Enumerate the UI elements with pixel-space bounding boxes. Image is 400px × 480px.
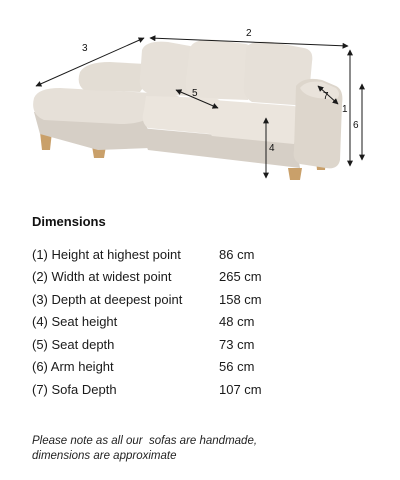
dimension-label: (6) Arm height	[32, 359, 114, 375]
handmade-note	[32, 434, 362, 464]
callout-7: 7	[323, 91, 329, 102]
note-line: Please note as all our sofas are handmade,	[32, 435, 258, 447]
sofa-leg	[288, 168, 302, 180]
dimension-label: (4) Seat height	[32, 314, 118, 330]
dimension-row-width	[32, 266, 332, 289]
dimension-row-seat-height	[32, 311, 332, 334]
callout-1: 1	[342, 104, 348, 115]
dimension-value: 73 cm	[219, 336, 255, 352]
dimension-label: (7) Sofa Depth	[32, 381, 117, 397]
dimension-label: (2) Width at widest point	[32, 269, 172, 285]
callout-3: 3	[82, 43, 88, 54]
sofa-image	[33, 40, 342, 180]
dimensions-heading: Dimensions	[32, 214, 106, 229]
dimension-label: (5) Seat depth	[32, 336, 115, 352]
callout-6: 6	[353, 120, 359, 131]
dimension-value: 107 cm	[219, 381, 262, 397]
dimension-row-sofa-depth	[32, 378, 332, 401]
callout-4: 4	[269, 143, 275, 154]
dimension-label: (3) Depth at deepest point	[32, 291, 183, 307]
dimension-row-height	[32, 243, 332, 266]
dimension-row-arm-height	[32, 356, 332, 379]
dimension-row-depth	[32, 288, 332, 311]
sofa-dimension-illustration	[0, 0, 400, 200]
dimension-value: 86 cm	[219, 246, 255, 262]
dimension-label: (1) Height at highest point	[32, 246, 181, 262]
dimensions-list	[32, 243, 332, 401]
dimension-row-seat-depth	[32, 333, 332, 356]
dimension-value: 158 cm	[219, 291, 262, 307]
dimension-value: 56 cm	[219, 359, 255, 375]
callout-5: 5	[192, 88, 198, 99]
dimension-value: 265 cm	[219, 269, 262, 285]
dimension-value: 48 cm	[219, 314, 255, 330]
callout-2: 2	[246, 28, 252, 39]
note-line: dimensions are approximate	[32, 450, 177, 462]
